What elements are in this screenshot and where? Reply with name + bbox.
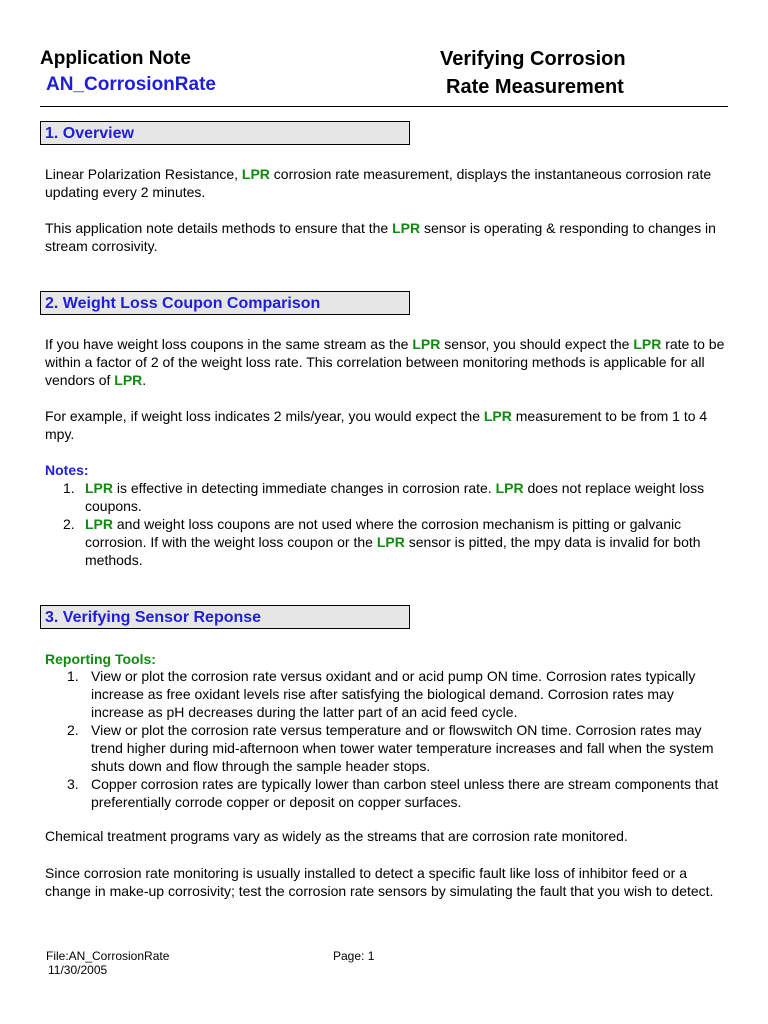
section-overview-heading: 1. Overview xyxy=(40,121,410,145)
doc-title-line2: Rate Measurement xyxy=(446,76,624,98)
doc-title-line1: Verifying Corrosion xyxy=(440,48,626,70)
overview-paragraph-2: This application note details methods to ensure that the LPR sensor is operating & responding to changes in stream corrosivity. xyxy=(45,220,716,254)
section-sensor-heading: 3. Verifying Sensor Reponse xyxy=(40,605,410,629)
section-coupon-heading: 2. Weight Loss Coupon Comparison xyxy=(40,291,410,315)
list-item: 1. View or plot the corrosion rate versus oxidant and or acid pump ON time. Corrosion rates typically increase as free oxidant levels rise after satisfying the biological demand. Corrosion rates may increase as pH decreases during the latter part of an acid feed cycle. xyxy=(67,668,696,720)
doc-id: AN_CorrosionRate xyxy=(46,74,216,95)
coupon-paragraph-1: If you have weight loss coupons in the same stream as the LPR sensor, you should expect the LPR rate to be within a factor of 2 of the weight loss rate. This correlation between monitoring methods is applicable for all vendors of LPR. xyxy=(45,336,725,388)
list-item: 2. LPR and weight loss coupons are not used where the corrosion mechanism is pitting or galvanic corrosion. If with the weight loss coupon or the LPR sensor is pitted, the mpy data is invalid for both methods. xyxy=(63,516,701,568)
notes-label: Notes: xyxy=(45,462,89,478)
reporting-tools-label: Reporting Tools: xyxy=(45,651,156,667)
app-note-label: Application Note xyxy=(40,48,191,69)
footer-date: 11/30/2005 xyxy=(48,963,108,977)
list-item: 3. Copper corrosion rates are typically lower than carbon steel unless there are stream components that preferentially corrode copper or deposit on copper surfaces. xyxy=(67,776,719,810)
footer-file: File:AN_CorrosionRate xyxy=(46,949,170,963)
sensor-paragraph-2: Since corrosion rate monitoring is usually installed to detect a specific fault like loss of inhibitor feed or a change in make-up corrosivity; test the corrosion rate sensors by simulating the fault that you wish to detect. xyxy=(45,865,714,899)
header-rule xyxy=(40,106,728,107)
list-item: 2. View or plot the corrosion rate versus temperature and or flowswitch ON time. Corrosion rates may trend higher during mid-afternoon when tower water temperature increases and fall when the system shuts down and flow through the sample header stops. xyxy=(67,722,714,774)
footer-page: Page: 1 xyxy=(333,949,375,963)
overview-paragraph-1: Linear Polarization Resistance, LPR corrosion rate measurement, displays the instantaneous corrosion rate updating every 2 minutes. xyxy=(45,166,712,200)
list-item: 1. LPR is effective in detecting immediate changes in corrosion rate. LPR does not replace weight loss coupons. xyxy=(63,480,705,514)
reporting-tools-list xyxy=(45,667,725,811)
sensor-paragraph-1: Chemical treatment programs vary as widely as the streams that are corrosion rate monitored. xyxy=(45,828,628,844)
coupon-paragraph-2: For example, if weight loss indicates 2 mils/year, you would expect the LPR measurement to be from 1 to 4 mpy. xyxy=(45,408,708,442)
notes-list xyxy=(45,479,725,569)
